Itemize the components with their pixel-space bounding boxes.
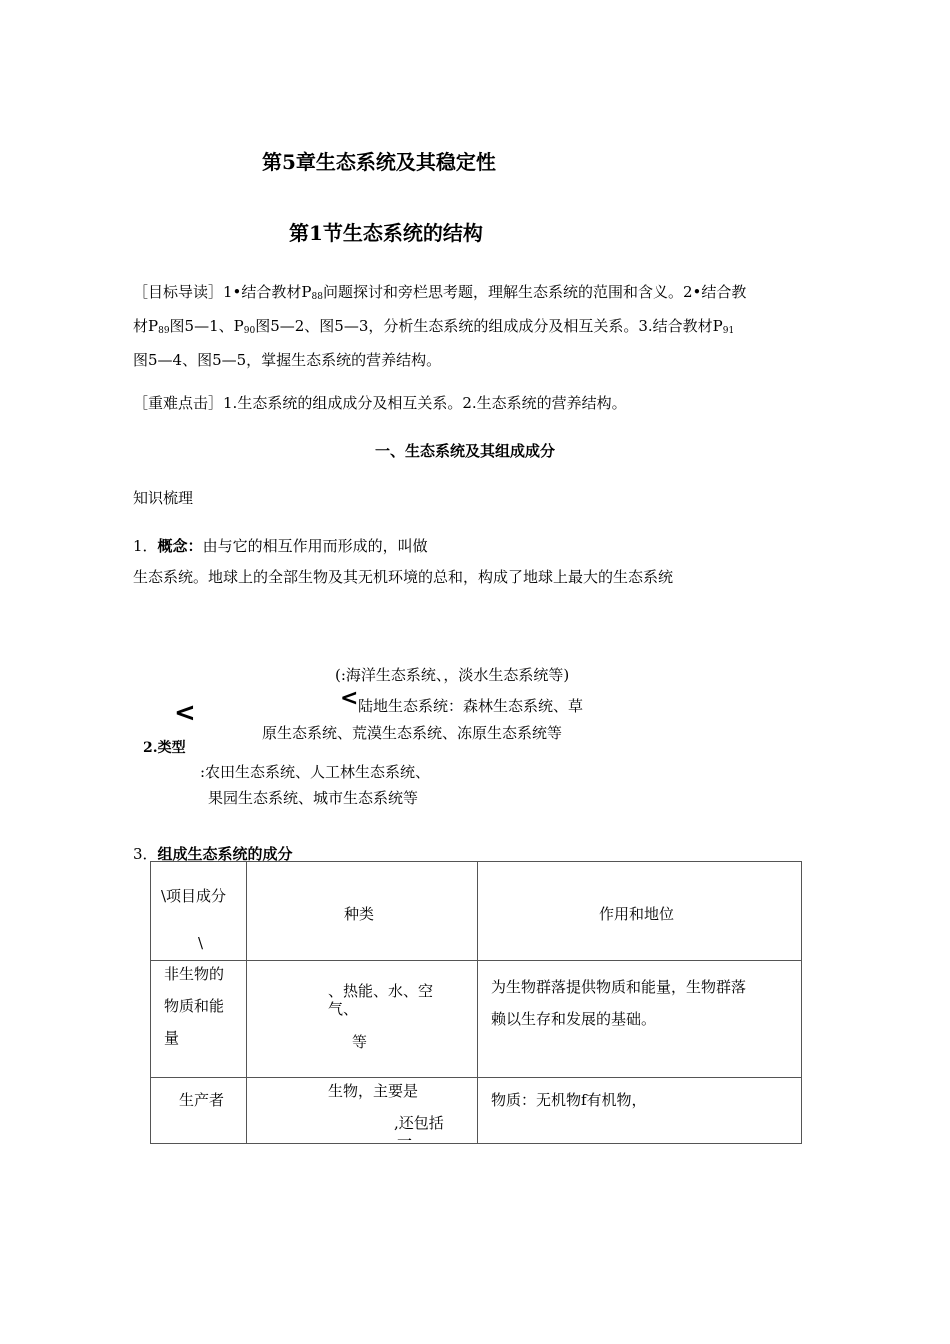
key-points-text: 1.生态系统的组成成分及相互关系。2.生态系统的营养结构。: [223, 394, 627, 412]
row2-name-cell: [151, 1078, 247, 1144]
row1-role-line2: 赖以生存和发展的基础。: [491, 1010, 657, 1028]
row1-name-line3: 量: [164, 1029, 180, 1047]
goals-text: 材P: [133, 317, 159, 335]
header-kind-cell: [247, 862, 478, 961]
brace-big: <: [174, 698, 196, 728]
concept-label: 概念：: [157, 537, 203, 555]
types-artificial: :农田生态系统、人工林生态系统、: [200, 763, 431, 781]
page-subscript: 88: [311, 292, 323, 302]
row1-name-line1: 非生物的: [164, 965, 225, 983]
header-kind: 种类: [344, 905, 375, 923]
table-row: [151, 1078, 802, 1144]
row1-name-line2: 物质和能: [164, 997, 225, 1015]
types-label-clip: [140, 733, 220, 756]
key-points-label: ［重难点击］: [133, 394, 224, 412]
header-diagonal-bottom: \: [198, 934, 204, 952]
row2-kind-line1: 生物，主要是: [328, 1082, 419, 1100]
types-terrestrial: 陆地生态系统：森林生态系统、草: [358, 697, 584, 715]
key-points-paragraph: [133, 389, 823, 418]
goals-text: 图5—1、P: [169, 317, 244, 335]
row2-role-cell: [478, 1078, 802, 1144]
row1-kind-line2: 气、: [328, 1000, 359, 1018]
goals-text: 问题探讨和旁栏思考题，理解生态系统的范围和含义。2•结合教: [322, 283, 747, 301]
table-header-row: [151, 862, 802, 961]
concept-line: [133, 535, 428, 556]
components-title: 组成生态系统的成分: [157, 845, 293, 863]
row1-kind-line3: 等: [352, 1033, 368, 1051]
page-subscript: 90: [243, 326, 256, 336]
table-row: [151, 961, 802, 1078]
part-heading: 一、生态系统及其组成成分: [375, 442, 556, 460]
goals-label: ［目标导读］: [133, 283, 224, 301]
row1-name-cell: [151, 961, 247, 1078]
row2-kind-line3: 一: [397, 1132, 413, 1150]
row1-role-line1: 为生物群落提供物质和能量，生物群落: [491, 978, 747, 996]
components-table: [150, 861, 802, 1150]
types-terrestrial-2: 原生态系统、荒漠生态系统、冻原生态系统等: [262, 724, 563, 742]
row2-role: 物质：无机物f有机物，: [491, 1091, 647, 1109]
row1-role-cell: [478, 961, 802, 1078]
goals-text: 1•结合教材P: [223, 283, 312, 301]
types-aquatic: (:海洋生态系统、，淡水生态系统等): [335, 666, 570, 684]
types-artificial-2: 果园生态系统、城市生态系统等: [208, 789, 419, 807]
header-role-cell: [478, 862, 802, 961]
row2-name: 生产者: [179, 1091, 225, 1109]
row1-kind-cell: [247, 961, 478, 1078]
row2-kind-line2: ,还包括: [394, 1114, 444, 1132]
chapter-title: 第5章生态系统及其稳定性: [262, 150, 496, 174]
row2-kind-cell: [247, 1078, 478, 1150]
knowledge-label: 知识梳理: [133, 489, 194, 507]
concept-number: 1．: [133, 537, 158, 555]
types-label: 2.类型: [143, 740, 186, 756]
page-subscript: 89: [158, 326, 170, 336]
section-title: 第1节生态系统的结构: [289, 221, 483, 245]
header-role: 作用和地位: [599, 905, 675, 923]
goals-text: 图5—2、图5—3，分析生态系统的组成成分及相互关系。3.结合教材P: [255, 317, 723, 335]
concept-text: 由与它的相互作用而形成的，叫做: [202, 537, 428, 555]
row1-kind-line1: 、热能、水、空: [328, 982, 434, 1000]
goals-paragraph: [133, 278, 823, 375]
goals-text: 图5—4、图5—5，掌握生态系统的营养结构。: [133, 351, 442, 369]
components-number: 3．: [133, 845, 158, 863]
page-subscript: 91: [722, 326, 735, 336]
header-diagonal-cell: [151, 862, 247, 961]
concept-line-2: 生态系统。地球上的全部生物及其无机环境的总和，构成了地球上最大的生态系统: [133, 568, 674, 586]
header-diagonal-top: \项目成分: [161, 887, 227, 905]
brace-small: <: [340, 686, 359, 711]
